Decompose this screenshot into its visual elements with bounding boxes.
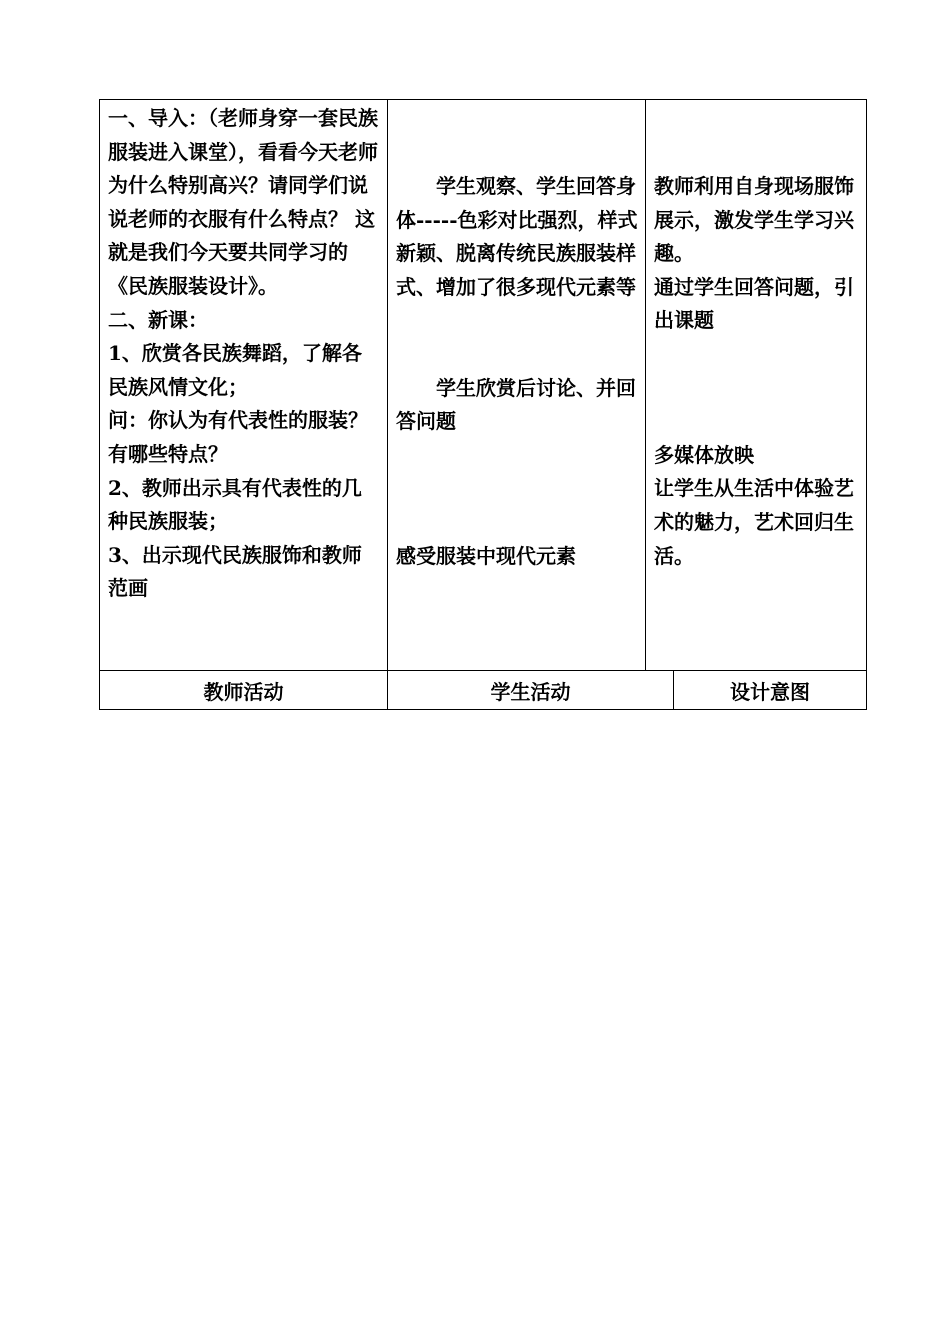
footer-teacher-label: 教师活动	[203, 679, 284, 704]
teacher-activity-cell	[108, 102, 380, 606]
spacer	[654, 405, 862, 439]
design-3: 多媒体放映	[654, 442, 754, 467]
design-2: 通过学生回答问题，引出课题	[654, 274, 854, 333]
design-1: 教师利用自身现场服饰展示，激发学生学习兴趣。	[654, 174, 854, 266]
student-discuss: 学生欣赏后讨论、并回答问题	[396, 375, 636, 434]
intro-paragraph: 一、导入：（老师身穿一套民族服装进入课堂），看看今天老师为什么特别高兴？请同学们说说老师的衣服有什么特点？ 这就是我们今天要共同学习的《民族服装设计》。	[108, 106, 378, 298]
step-1: 1、欣赏各民族舞蹈，了解各民族风情文化；	[108, 341, 362, 399]
footer-student-label: 学生活动	[490, 679, 571, 704]
col-divider-2	[645, 100, 646, 670]
student-feel: 感受服装中现代元素	[396, 543, 576, 568]
design-4: 让学生从生活中体验艺术的魅力，艺术回归生活。	[654, 476, 854, 568]
student-observe: 学生观察、学生回答身体-----色彩对比强烈，样式新颖、脱离传统民族服装样式、增加了很多现代元素等	[396, 174, 638, 299]
spacer	[396, 439, 638, 506]
lesson-table	[99, 99, 867, 710]
student-activity-cell	[396, 170, 638, 573]
footer-design-label: 设计意图	[730, 679, 810, 704]
new-lesson-heading: 二、新课：	[108, 307, 208, 332]
spacer	[654, 338, 862, 405]
step-3: 3、出示现代民族服饰和教师范画	[108, 542, 362, 601]
spacer	[396, 304, 638, 371]
col-divider-1	[387, 100, 388, 670]
design-intent-cell	[654, 170, 862, 573]
step-2: 2、教师出示具有代表性的几种民族服装；	[108, 475, 362, 534]
spacer	[396, 506, 638, 540]
question: 问：你认为有代表性的服装？有哪些特点？	[108, 408, 368, 466]
